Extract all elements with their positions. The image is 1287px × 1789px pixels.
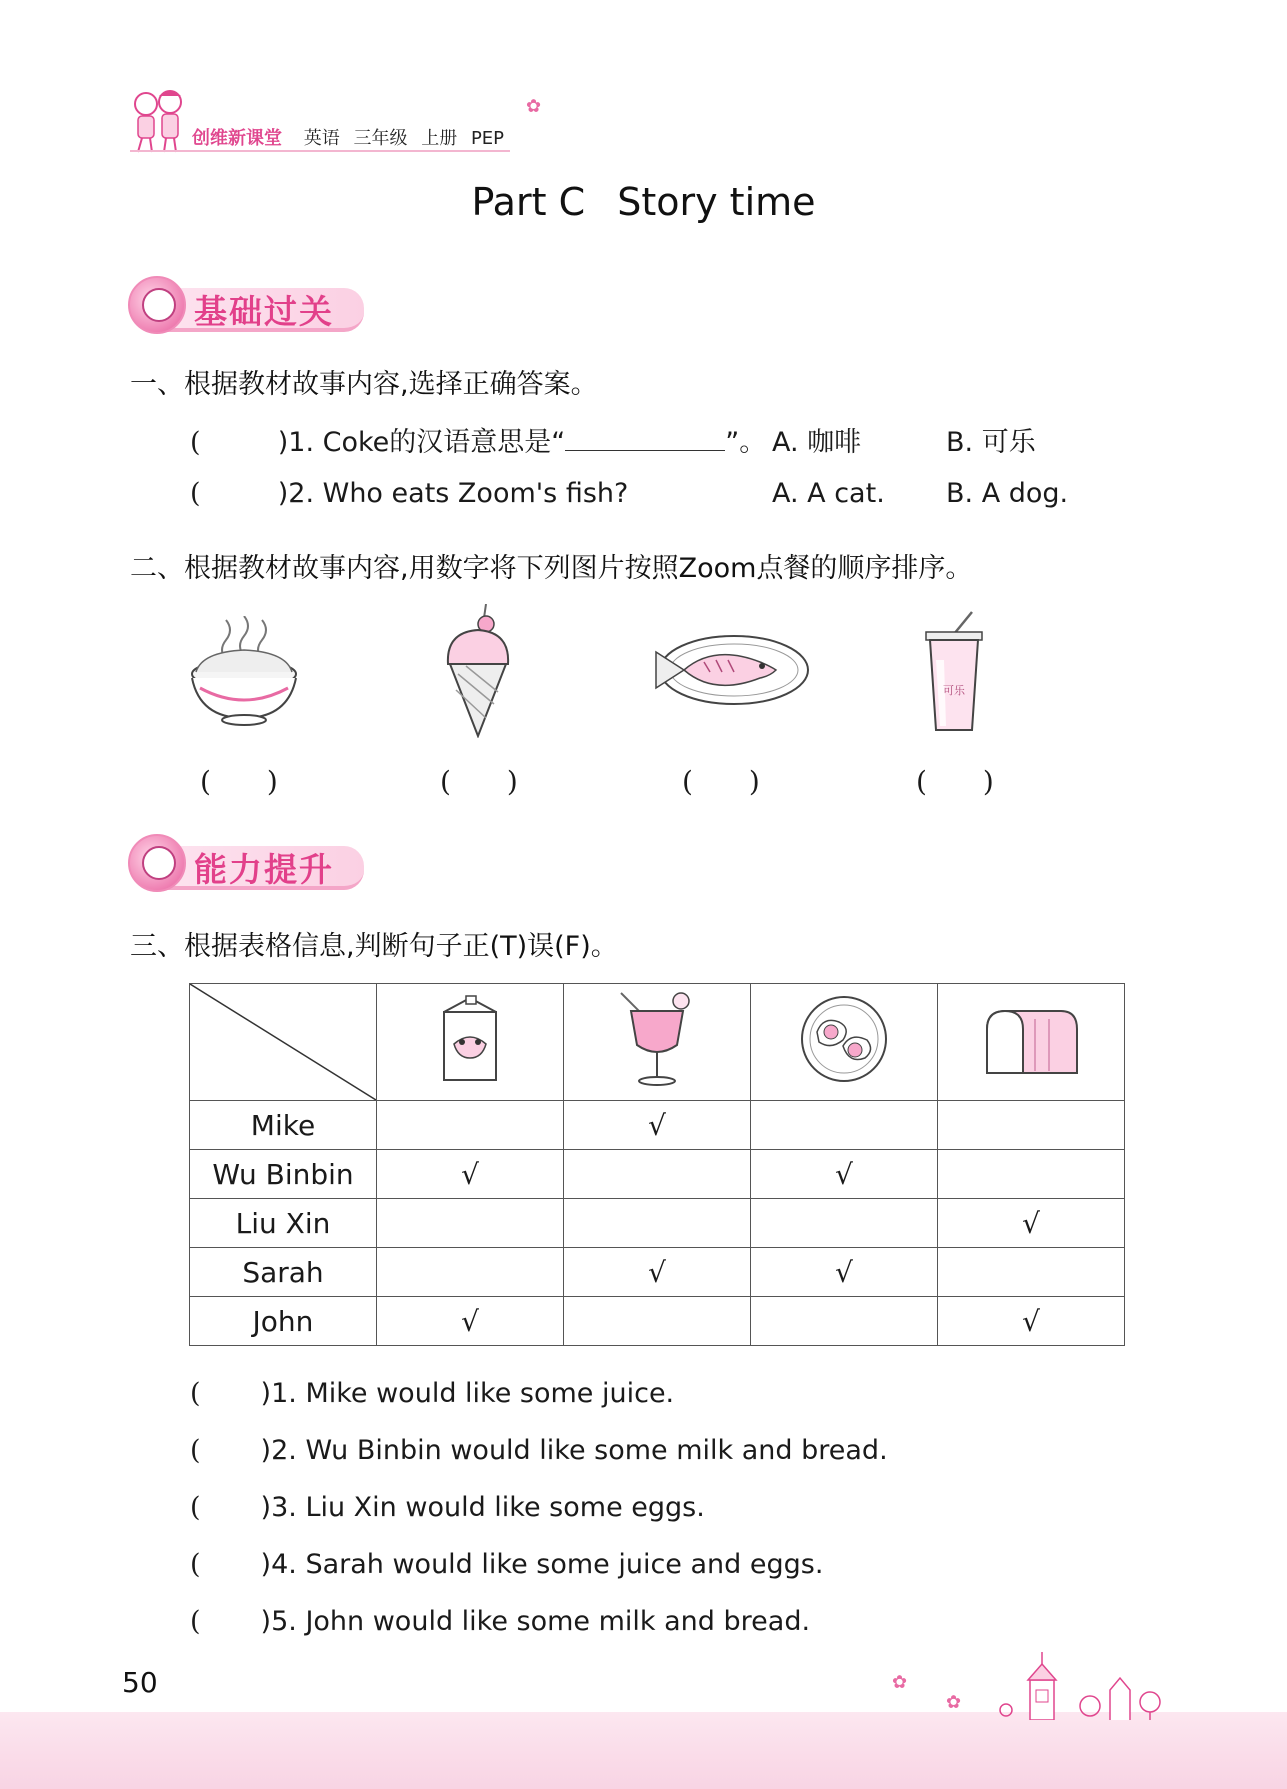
option-b: B. A dog. [946,478,1069,509]
banner-label: 基础过关 [194,292,334,331]
statement-number: )2. [260,1435,297,1466]
banner-label: 能力提升 [194,850,334,889]
row-name: John [190,1297,377,1346]
cell-milk [377,1248,564,1297]
statement-5: ( )5. John would like some milk and bread. [190,1606,811,1637]
milk-icon [430,994,510,1084]
order-answer-1[interactable]: ( ) [200,765,278,798]
cell-eggs: √ [751,1150,938,1199]
option-a: A. 咖啡 [772,427,862,458]
ice-cream-icon [442,604,514,738]
eggs-column [751,984,938,1101]
cell-bread [938,1150,1125,1199]
table-row [190,1199,1125,1248]
coke-cup-icon [924,610,988,734]
footer-band [0,1712,1287,1789]
question-2-heading: 二、根据教材故事内容,用数字将下列图片按照Zoom点餐的顺序排序。 [130,553,973,584]
cartoon-badge-icon [128,276,186,334]
cell-milk: √ [377,1297,564,1346]
cell-bread [938,1101,1125,1150]
statement-number: )1. [260,1378,297,1409]
question-3-heading: 三、根据表格信息,判断句子正(T)误(F)。 [130,931,618,962]
cell-bread: √ [938,1297,1125,1346]
statement-text: Liu Xin would like some eggs. [305,1492,705,1523]
subject: 英语 [303,128,340,149]
item-text-end: ”。 [725,427,767,458]
kids-logo-icon [126,88,188,154]
statement-3: ( )3. Liu Xin would like some eggs. [190,1492,705,1523]
statement-text: Wu Binbin would like some milk and bread. [305,1435,888,1466]
cell-bread [938,1248,1125,1297]
cell-eggs [751,1101,938,1150]
section-banner-advanced [128,830,378,894]
item-text: Who eats Zoom's fish? [322,478,629,509]
question-1-heading: 一、根据教材故事内容,选择正确答案。 [130,369,598,400]
table-row [190,1297,1125,1346]
page-number: 50 [122,1666,158,1699]
option-a: A. A cat. [772,478,885,509]
option-b: B. 可乐 [946,427,1036,458]
statement-number: )4. [260,1549,297,1580]
statement-text: John would like some milk and bread. [305,1606,811,1637]
cell-juice [564,1150,751,1199]
row-name: Sarah [190,1248,377,1297]
rice-bowl-icon [186,616,302,728]
statement-number: )5. [260,1606,297,1637]
statement-1: ( )1. Mike would like some juice. [190,1378,675,1409]
cell-eggs [751,1199,938,1248]
grade: 三年级 [353,128,408,149]
title-part: Part C [471,180,586,224]
cell-juice: √ [564,1101,751,1150]
order-answer-2[interactable]: ( ) [440,765,518,798]
castle-decoration-icon [990,1650,1170,1720]
statement-4: ( )4. Sarah would like some juice and eggs. [190,1549,824,1580]
cell-milk: √ [377,1150,564,1199]
title-name: Story time [617,180,816,224]
statement-text: Sarah would like some juice and eggs. [305,1549,824,1580]
flower-icon: ✿ [892,1672,908,1693]
statement-number: )3. [260,1492,297,1523]
question-1-item-1: ( )1. Coke的汉语意思是“ ”。 [190,420,766,460]
order-answer-3[interactable]: ( ) [682,765,760,798]
fish-plate-icon [654,632,810,708]
juice-column [564,984,751,1101]
flower-icon: ✿ [946,1692,962,1713]
question-1-item-2: ( )2. Who eats Zoom's fish? [190,478,629,509]
juice-icon [617,989,697,1089]
cartoon-badge-icon [128,834,186,892]
statement-text: Mike would like some juice. [305,1378,675,1409]
section-banner-basic [128,272,378,336]
cell-eggs: √ [751,1248,938,1297]
header-divider [130,150,510,152]
milk-column [377,984,564,1101]
cell-milk [377,1199,564,1248]
edition: PEP [470,128,505,149]
cell-bread: √ [938,1199,1125,1248]
term: 上册 [421,128,458,149]
item-number: )2. [277,478,315,509]
fill-blank-line[interactable] [565,424,725,451]
diagonal-cell [190,984,377,1101]
cell-juice: √ [564,1248,751,1297]
cell-juice [564,1199,751,1248]
table-row [190,1248,1125,1297]
table-row [190,1150,1125,1199]
order-answer-4[interactable]: ( ) [916,765,994,798]
table-row [190,1101,1125,1150]
cup-label: 可乐 [943,684,965,697]
item-text: Coke的汉语意思是“ [322,427,566,458]
eggs-icon [799,994,889,1084]
flower-icon: ✿ [526,96,542,117]
header-info [192,124,512,150]
row-name: Wu Binbin [190,1150,377,1199]
food-table [189,983,1125,1346]
cell-eggs [751,1297,938,1346]
bread-column [938,984,1125,1101]
brand-name: 创维新课堂 [192,128,282,149]
table-header-row [190,984,1125,1101]
cell-milk [377,1101,564,1150]
page-title [0,180,1287,224]
cell-juice [564,1297,751,1346]
row-name: Liu Xin [190,1199,377,1248]
row-name: Mike [190,1101,377,1150]
statement-2: ( )2. Wu Binbin would like some milk and bread. [190,1435,888,1466]
bread-icon [983,999,1079,1079]
item-number: )1. [277,427,315,458]
